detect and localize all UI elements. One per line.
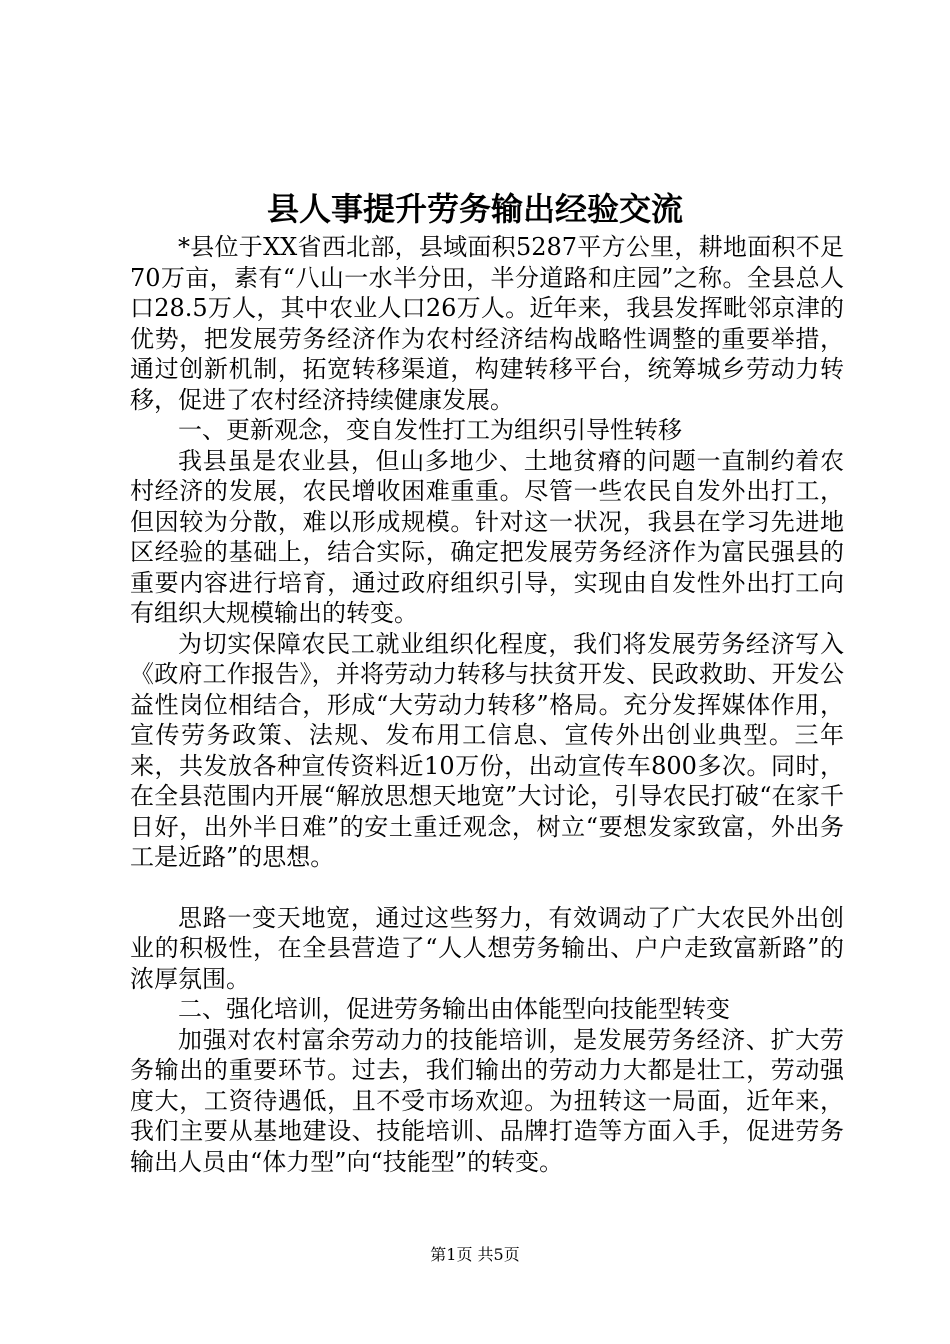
section-heading-2: 二、强化培训，促进劳务输出由体能型向技能型转变: [178, 995, 730, 1023]
document-body: [130, 232, 844, 1177]
paragraph-4: 加强对农村富余劳动力的技能培训，是发展劳务经济、扩大劳务输出的重要环节。过去，我们输出的劳动力大都是壮工，劳动强度大，工资待遇低，且不受市场欢迎。为扭转这一局面，近年来，我们主要从基地建设、技能培训、品牌打造等方面入手，促进劳务输出人员由“体力型”向“技能型”的转变。: [130, 1025, 844, 1176]
paragraph-1: 我县虽是农业县，但山多地少、土地贫瘠的问题一直制约着农村经济的发展，农民增收困难重重。尽管一些农民自发外出打工，但因较为分散，难以形成规模。针对这一状况，我县在学习先进地区经验的基础上，结合实际，确定把发展劳务经济作为富民强县的重要内容进行培育，通过政府组织引导，实现由自发性外出打工向有组织大规模输出的转变。: [130, 446, 844, 627]
section-heading-1: 一、更新观念，变自发性打工为组织引导性转移: [178, 416, 682, 444]
document-title: 县人事提升劳务输出经验交流: [266, 190, 683, 228]
paragraph-2: 为切实保障农民工就业组织化程度，我们将发展劳务经济写入《政府工作报告》，并将劳动力转移与扶贫开发、民政救助、开发公益性岗位相结合，形成“大劳动力转移”格局。充分发挥媒体作用，宣传劳务政策、法规、发布用工信息、宣传外出创业典型。三年来，共发放各种宣传资料近10万份，出动宣传车800多次。同时，在全县范围内开展“解放思想天地宽”大讨论，引导农民打破“在家千日好，出外半日难”的安土重迁观念，树立“要想发家致富，外出务工是近路”的思想。: [130, 629, 844, 871]
paragraph-intro: *县位于XX省西北部，县域面积5287平方公里，耕地面积不足70万亩，素有“八山一水半分田，半分道路和庄园”之称。全县总人口28.5万人，其中农业人口26万人。近年来，我县发挥毗邻京津的优势，把发展劳务经济作为农村经济结构战略性调整的重要举措，通过创新机制，拓宽转移渠道，构建转移平台，统筹城乡劳动力转移，促进了农村经济持续健康发展。: [130, 233, 844, 414]
paragraph-3: 思路一变天地宽，通过这些努力，有效调动了广大农民外出创业的积极性，在全县营造了“人人想劳务输出、户户走致富新路”的浓厚氛围。: [130, 903, 844, 993]
page-number-footer: 第1页 共5页: [430, 1245, 520, 1264]
